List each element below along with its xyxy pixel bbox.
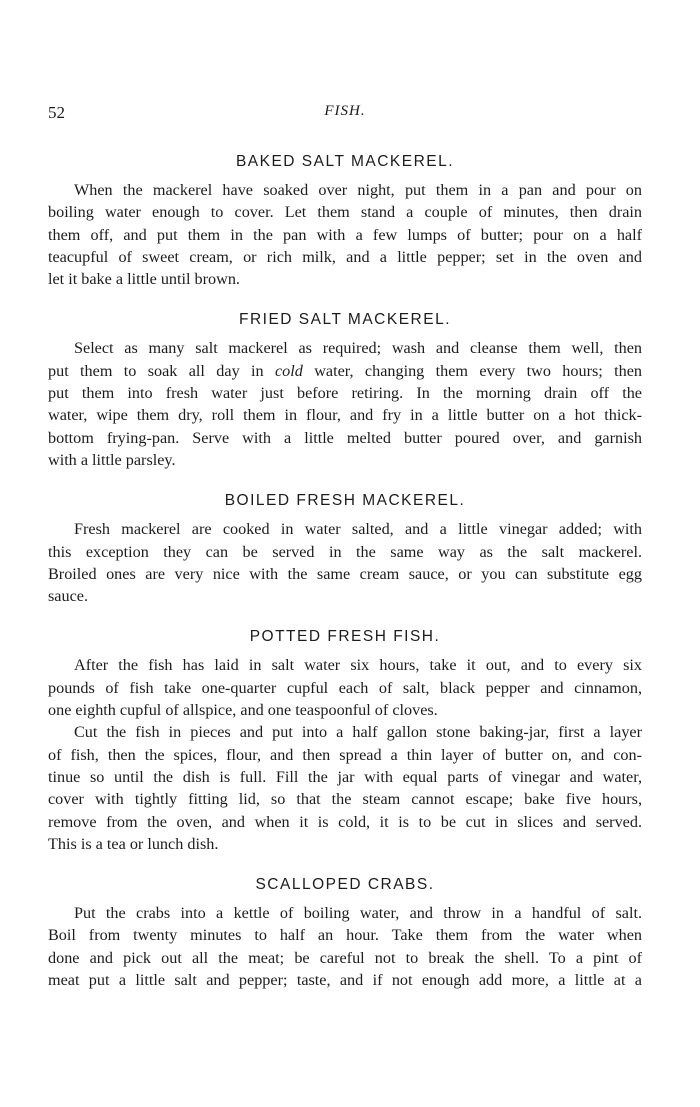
text-line: Select as many salt mackerel as required; wash and cleanse them well, then (74, 339, 642, 358)
text-line: this exception they can be served in the same way as the salt mackerel. (48, 542, 642, 561)
text-line: After the fish has laid in salt water six hours, take it out, and to every six (74, 656, 642, 675)
recipe-title: SCALLOPED CRABS. (255, 876, 435, 894)
text-line: put them to soak all day in cold water, changing them every two hours; then (48, 361, 642, 380)
page (48, 0, 642, 1107)
recipe-title: BOILED FRESH MACKEREL. (224, 492, 466, 510)
text-line: pounds of fish take one-quarter cupful each of salt, black pepper and cinnamon, (48, 678, 642, 697)
text-line: done and pick out all the meat; be careful not to break the shell. To a pint of (48, 948, 642, 967)
recipe-paragraph (48, 721, 642, 855)
recipe-title: BAKED SALT MACKEREL. (235, 153, 455, 170)
recipe-paragraph (48, 518, 642, 607)
text-line: boiling water enough to cover. Let them stand a couple of minutes, then drain (48, 203, 642, 222)
recipe-paragraph (48, 654, 642, 721)
text-line: meat put a little salt and pepper; taste, and if not enough add more, a little at a (48, 971, 642, 990)
text-line: one eighth cupful of allspice, and one teaspoonful of cloves. (48, 701, 438, 720)
text-line: Cut the fish in pieces and put into a half gallon stone baking-jar, first a layer (74, 723, 642, 742)
text-line: bottom frying-pan. Serve with a little melted butter poured over, and garnish (48, 428, 642, 447)
recipe-title: FRIED SALT MACKEREL. (238, 311, 452, 329)
recipe-title: POTTED FRESH FISH. (249, 628, 441, 646)
text-line: with a little parsley. (48, 450, 176, 469)
section-title: FISH. (324, 103, 366, 119)
text-line: Put the crabs into a kettle of boiling water, and throw in a handful of salt. (74, 904, 642, 923)
text-line: let it bake a little until brown. (48, 270, 240, 289)
recipe-paragraph (48, 337, 642, 471)
text-line: Boil from twenty minutes to half an hour. Take them from the water when (48, 926, 642, 945)
text-line: Broiled ones are very nice with the same cream sauce, or you can substitute egg (48, 564, 642, 583)
page-content (48, 150, 642, 991)
running-head (48, 103, 642, 125)
text-line: tinue so until the dish is full. Fill the jar with equal parts of vinegar and water, (48, 767, 642, 786)
text-line: When the mackerel have soaked over night, put them in a pan and pour on (74, 181, 642, 199)
text-line: cover with tightly fitting lid, so that the steam cannot escape; bake five hours, (48, 790, 642, 809)
emphasis-text: cold (274, 361, 303, 380)
page-number: 52 (48, 103, 65, 122)
recipe-paragraph (48, 902, 642, 991)
text-line: Fresh mackerel are cooked in water salted, and a little vinegar added; with (74, 520, 642, 539)
text-line: teacupful of sweet cream, or rich milk, and a little pepper; set in the oven and (48, 247, 642, 266)
text-line: This is a tea or lunch dish. (48, 834, 219, 853)
text-line: of fish, then the spices, flour, and then spread a thin layer of butter on, and con- (48, 745, 642, 764)
text-line: sauce. (48, 587, 88, 606)
text-line: put them into fresh water just before retiring. In the morning drain off the (48, 384, 642, 403)
text-line: water, wipe them dry, roll them in flour, and fry in a little butter on a hot thick- (48, 406, 642, 425)
recipe-paragraph (48, 179, 642, 290)
text-line: remove from the oven, and when it is cold, it is to be cut in slices and served. (48, 812, 642, 831)
text-line: them off, and put them in the pan with a few lumps of butter; pour on a half (48, 225, 642, 244)
